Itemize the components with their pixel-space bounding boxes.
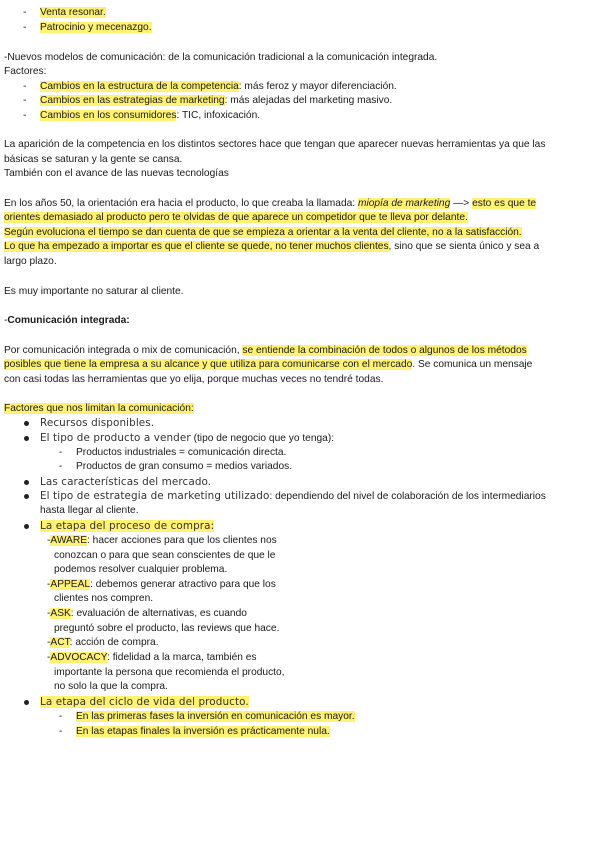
list-dash: - (23, 81, 27, 92)
list-dash: - (59, 711, 63, 722)
bullet-icon (24, 524, 29, 529)
bullet-icon (24, 436, 29, 441)
list-item (40, 94, 392, 108)
section-heading (4, 402, 194, 416)
highlight: La etapa del proceso de compra: (40, 520, 215, 532)
bullet-icon (24, 421, 29, 426)
paragraph-line (4, 211, 468, 225)
list-dash: - (59, 726, 63, 737)
highlight: APPEAL (50, 579, 91, 590)
stage-line: no solo la que la compra. (54, 681, 168, 692)
bullet-icon (24, 480, 29, 485)
bullet-item: Las características del mercado. (40, 476, 212, 488)
text: Por comunicación integrada o mix de comunicación, (4, 345, 243, 356)
bullet-item-cont: hasta llegar al cliente. (40, 505, 139, 516)
text: : evaluación de alternativas, es cuando (70, 608, 247, 619)
factores-label: Factores: (4, 66, 47, 77)
paragraph-line (4, 344, 527, 358)
sub-item (76, 725, 330, 739)
heading-text: Comunicación integrada: (7, 315, 130, 326)
highlight: Patrocinio y mecenazgo. (40, 22, 152, 33)
bullet-icon (24, 700, 29, 705)
highlight: La etapa del ciclo de vida del producto. (40, 696, 249, 708)
text: En los años 50, la orientación era hacia el producto, lo que creaba la llamada: (4, 198, 358, 209)
highlight: se entiende la combinación de todos o algunos de los métodos (242, 345, 527, 356)
bullet-item (40, 695, 249, 709)
list-text: : más alejadas del marketing masivo. (224, 95, 393, 106)
highlight: miopía de marketing (357, 198, 451, 209)
highlight: ACT (50, 637, 70, 648)
paragraph-line (4, 240, 539, 254)
text: : acción de compra. (69, 637, 159, 648)
text: : hacer acciones para que los clientes nos (87, 535, 277, 546)
text: (tipo de negocio que yo tenga): (190, 433, 335, 444)
paragraph-line (4, 358, 532, 372)
list-dash: - (59, 447, 63, 458)
list-text: : TIC, infoxicación. (176, 110, 261, 121)
highlight: ASK (50, 608, 71, 619)
stage-appeal: -APPEAL: debemos generar atractivo para que los (47, 579, 276, 590)
sub-item: Productos de gran consumo = medios variados. (76, 461, 293, 472)
stage-line: preguntó sobre el producto, las reviews que hace. (54, 623, 280, 634)
arrow-text: —> (450, 198, 473, 209)
highlight: Cambios en las estrategias de marketing (40, 95, 225, 106)
paragraph-line: largo plazo. (4, 256, 57, 267)
list-item (40, 6, 106, 20)
list-dash: - (23, 7, 27, 18)
stage-line: podemos resolver cualquier problema. (54, 564, 228, 575)
highlight: Cambios en la estructura de la competencia (40, 81, 239, 92)
highlight: orientes demasiado al producto pero te olvidas de que aparece un competidor que te lleva por delante. (4, 212, 468, 223)
section-heading: -Nuevos modelos de comunicación: de la comunicación tradicional a la comunicación integrada. (4, 52, 438, 63)
text: : dependiendo del nivel de colaboración de los intermediarios (269, 491, 546, 502)
stage-advocacy: -ADVOCACY: fidelidad a la marca, también es (47, 652, 257, 663)
bullet-icon (24, 494, 29, 499)
text: , sino que se sienta único y sea a (388, 241, 540, 252)
text: . Se comunica un mensaje (412, 359, 533, 370)
list-dash: - (23, 110, 27, 121)
highlight: Lo que ha empezado a importar es que el cliente se quede, no tener muchos clientes (4, 241, 389, 252)
text: : fidelidad a la marca, también es (107, 652, 257, 663)
list-item (40, 109, 260, 123)
paragraph-line (4, 197, 536, 211)
paragraph-line (4, 226, 522, 240)
highlight: Cambios en los consumidores (40, 110, 177, 121)
highlight: ADVOCACY (50, 652, 108, 663)
list-dash: - (23, 22, 27, 33)
highlight: Según evoluciona el tiempo se dan cuenta de que se empieza a orientar a la venta del cliente, no a la satisfacción. (4, 227, 522, 238)
stage-line: conozcan o para que sean conscientes de que le (54, 550, 276, 561)
paragraph-line: La aparición de la competencia en los distintos sectores hace que tengan que aparecer nuevas herramientas ya que las (4, 139, 546, 150)
alt-text: El tipo de estrategia de marketing utilizado (40, 490, 270, 502)
list-item (40, 21, 152, 35)
highlight: posibles que tiene la empresa a su alcance y que utiliza para comunicarse con el mercado (4, 359, 413, 370)
paragraph-line: básicas se saturan y la gente se cansa. (4, 154, 183, 165)
bullet-item: Recursos disponibles. (40, 417, 155, 429)
text: : debemos generar atractivo para que los (90, 579, 276, 590)
sub-item: Productos industriales = comunicación directa. (76, 447, 287, 458)
stage-line: clientes nos compren. (54, 593, 154, 604)
paragraph-line: Es muy importante no saturar al cliente. (4, 286, 184, 297)
bullet-item (40, 489, 546, 503)
heading-dash: - (4, 315, 8, 326)
stage-ask: -ASK: evaluación de alternativas, es cuando (47, 608, 247, 619)
list-text: : más feroz y mayor diferenciación. (238, 81, 397, 92)
stage-line: importante la persona que recomienda el producto, (54, 667, 285, 678)
bullet-item (40, 431, 334, 445)
paragraph-line: También con el avance de las nuevas tecnologías (4, 168, 229, 179)
paragraph-line: con casi todas las herramientas que yo elija, porque muchas veces no tendré todas. (4, 374, 384, 385)
stage-aware: -AWARE: hacer acciones para que los clientes nos (47, 535, 277, 546)
stage-act: -ACT: acción de compra. (47, 637, 159, 648)
section-heading (4, 314, 130, 328)
highlight: esto es que te (472, 198, 537, 209)
sub-item (76, 710, 355, 724)
highlight: AWARE (50, 535, 88, 546)
highlight: En las primeras fases la inversión en comunicación es mayor. (76, 711, 355, 722)
highlight: En las etapas finales la inversión es prácticamente nula. (76, 726, 330, 737)
highlight: Venta resonar. (40, 7, 106, 18)
list-dash: - (23, 95, 27, 106)
list-dash: - (59, 461, 63, 472)
list-item (40, 80, 397, 94)
alt-text: El tipo de producto a vender (40, 432, 191, 444)
bullet-item (40, 519, 214, 533)
highlight: Factores que nos limitan la comunicación: (4, 403, 194, 414)
